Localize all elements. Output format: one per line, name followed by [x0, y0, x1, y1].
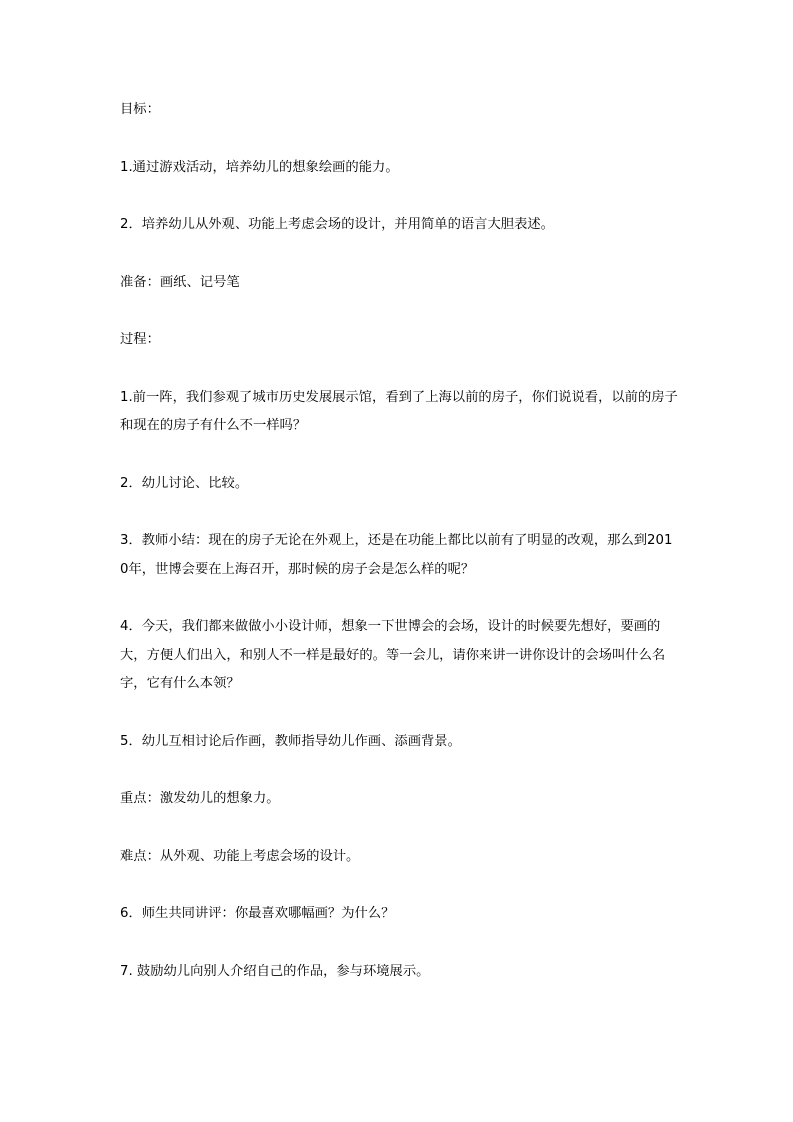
difficulty-point: 难点：从外观、功能上考虑会场的设计。: [120, 848, 360, 864]
paragraph-spacer: [120, 441, 680, 470]
process-step-1: 1.前一阵，我们参观了城市历史发展展示馆，看到了上海以前的房子，你们说说看，以前的房子和现在的房子有什么不一样吗？: [120, 389, 678, 433]
process-step-6: 6．师生共同讲评：你最喜欢哪幅画？为什么？: [120, 906, 395, 921]
process-step-4: 4．今天，我们都来做做小小设计师，想象一下世博会的会场，设计的时候要先想好，要画的大，方便人们出入，和别人不一样是最好的。等一会儿，请你来讲一讲你设计的会场叫什么名字，它有什么本领？: [120, 619, 666, 691]
goal-heading: 目标：: [120, 102, 160, 117]
paragraph-spacer: [120, 756, 680, 785]
paragraph-spacer: [120, 125, 680, 154]
process-step-3: 3．教师小结：现在的房子无论在外观上，还是在功能上都比以前有了明显的改观，那么到2010年，世博会要在上海召开，那时候的房子会是怎么样的呢？: [120, 533, 673, 577]
paragraph-spacer: [120, 182, 680, 211]
process-step-2: 2．幼儿讨论、比较。: [120, 475, 249, 491]
process-step-7: 7. 鼓励幼儿向别人介绍自己的作品，参与环境展示。: [120, 963, 430, 979]
process-step-5: 5．幼儿互相讨论后作画，教师指导幼儿作画、添画背景。: [120, 733, 461, 749]
paragraph-spacer: [120, 498, 680, 527]
document-body: [120, 96, 680, 986]
preparation: 准备：画纸、记号笔: [120, 274, 240, 290]
goal-item-2: 2．培养幼儿从外观、功能上考虑会场的设计，并用简单的语言大胆表述。: [120, 217, 554, 232]
paragraph-spacer: [120, 297, 680, 326]
process-heading: 过程：: [120, 332, 160, 347]
paragraph-spacer: [120, 929, 680, 958]
paragraph-spacer: [120, 699, 680, 728]
goal-item-1: 1.通过游戏活动，培养幼儿的想象绘画的能力。: [120, 159, 399, 175]
paragraph-spacer: [120, 355, 680, 384]
key-point: 重点：激发幼儿的想象力。: [120, 791, 280, 806]
paragraph-spacer: [120, 871, 680, 900]
paragraph-spacer: [120, 814, 680, 843]
paragraph-spacer: [120, 240, 680, 269]
paragraph-spacer: [120, 584, 680, 613]
